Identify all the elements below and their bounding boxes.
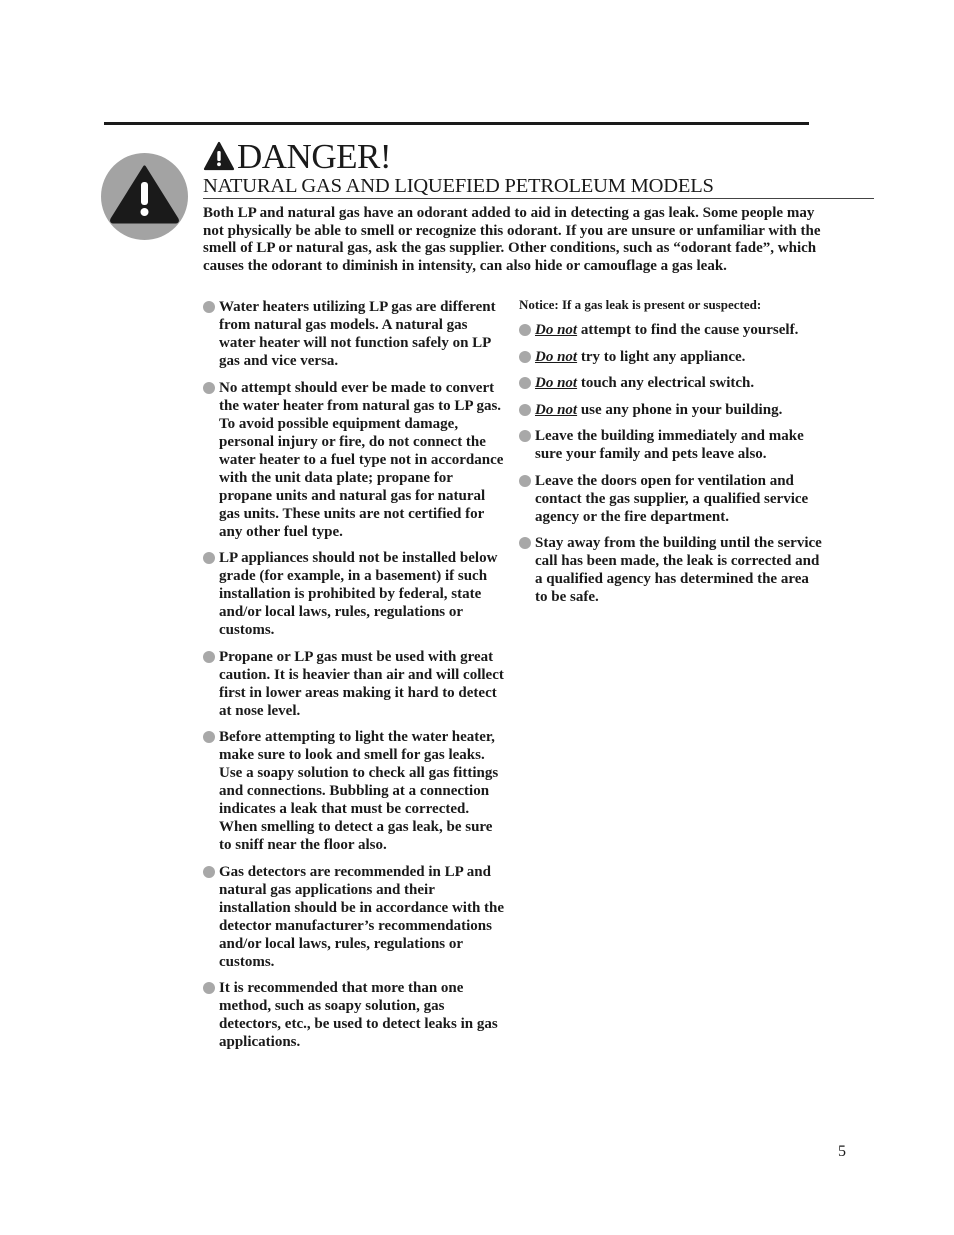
warning-sign-icon — [101, 153, 188, 240]
bullet-icon — [519, 324, 531, 336]
bullet-icon — [519, 475, 531, 487]
bullet-icon — [203, 301, 215, 313]
bullet-icon — [203, 982, 215, 994]
intro-paragraph: Both LP and natural gas have an odorant added to aid in detecting a gas leak. Some people may not physically be able to smell or recognize this odorant. If you are unsure or unfamiliar with the smell of LP or natural gas, ask the gas supplier. Other conditions, such as “odorant fade”, which causes the odorant to diminish in intensity, can also hide or camouflage a gas leak. — [203, 205, 821, 274]
subtitle-divider — [203, 198, 874, 199]
bullet-icon — [203, 866, 215, 878]
bullet-icon — [203, 552, 215, 564]
do-not-emphasis: Do not — [535, 322, 578, 338]
list-item: Do not attempt to find the cause yourself. — [519, 321, 824, 339]
warning-triangle-icon — [203, 141, 235, 171]
section-subtitle: NATURAL GAS AND LIQUEFIED PETROLEUM MODELS — [203, 175, 714, 197]
list-item: Gas detectors are recommended in LP and natural gas applications and their installation should be in accordance with the detector manufacturer’s recommendations and/or local laws, rules, regulations or customs. — [203, 863, 505, 971]
bullet-icon — [519, 404, 531, 416]
list-item: Leave the building immediately and make sure your family and pets leave also. — [519, 427, 824, 463]
do-not-emphasis: Do not — [535, 401, 578, 418]
left-column — [203, 298, 505, 1060]
notice-heading: Notice: If a gas leak is present or suspected: — [519, 297, 762, 312]
right-bullet-list — [519, 321, 824, 606]
list-item: Do not try to light any appliance. — [519, 348, 824, 366]
danger-title-text: DANGER! — [237, 137, 391, 176]
list-item: Before attempting to light the water heater, make sure to look and smell for gas leaks. Use a soapy solution to check all gas fittings and connections. Bubbling at a connection indicates a leak that must be corrected. When smelling to detect a gas leak, be sure to sniff near the floor also. — [203, 728, 505, 854]
list-item: LP appliances should not be installed below grade (for example, in a basement) if such installation is prohibited by federal, state and/or local laws, rules, regulations or customs. — [203, 549, 505, 639]
list-item: Stay away from the building until the service call has been made, the leak is corrected and a qualified agency has determined the area to be safe. — [519, 534, 824, 606]
bullet-icon — [519, 351, 531, 363]
danger-heading — [203, 137, 391, 177]
list-item: No attempt should ever be made to convert the water heater from natural gas to LP gas. To avoid possible equipment damage, personal injury or fire, do not connect the water heater to a fuel type not in accordance with the unit data plate; propane for propane units and natural gas for natural gas units. These units are not certified for any other fuel type. — [203, 379, 505, 541]
bullet-icon — [203, 651, 215, 663]
list-item: Leave the doors open for ventilation and contact the gas supplier, a qualified service agency or the fire department. — [519, 472, 824, 526]
list-item: Do not use any phone in your building. — [519, 401, 824, 419]
do-not-emphasis: Do not — [535, 348, 578, 365]
page-number: 5 — [838, 1143, 846, 1160]
left-bullet-list — [203, 298, 505, 1051]
bullet-icon — [519, 537, 531, 549]
list-item: Water heaters utilizing LP gas are different from natural gas models. A natural gas water heater will not function safely on LP gas and vice versa. — [203, 298, 505, 370]
list-item: It is recommended that more than one method, such as soapy solution, gas detectors, etc., be used to detect leaks in gas applications. — [203, 979, 505, 1051]
bullet-icon — [203, 382, 215, 394]
right-column — [519, 296, 824, 615]
bullet-icon — [519, 430, 531, 442]
list-item: Do not touch any electrical switch. — [519, 374, 824, 392]
do-not-emphasis: Do not — [535, 375, 578, 391]
bullet-icon — [203, 731, 215, 743]
bullet-icon — [519, 377, 531, 389]
top-divider — [104, 122, 809, 125]
list-item: Propane or LP gas must be used with great caution. It is heavier than air and will collect first in lower areas making it hard to detect at nose level. — [203, 648, 505, 720]
